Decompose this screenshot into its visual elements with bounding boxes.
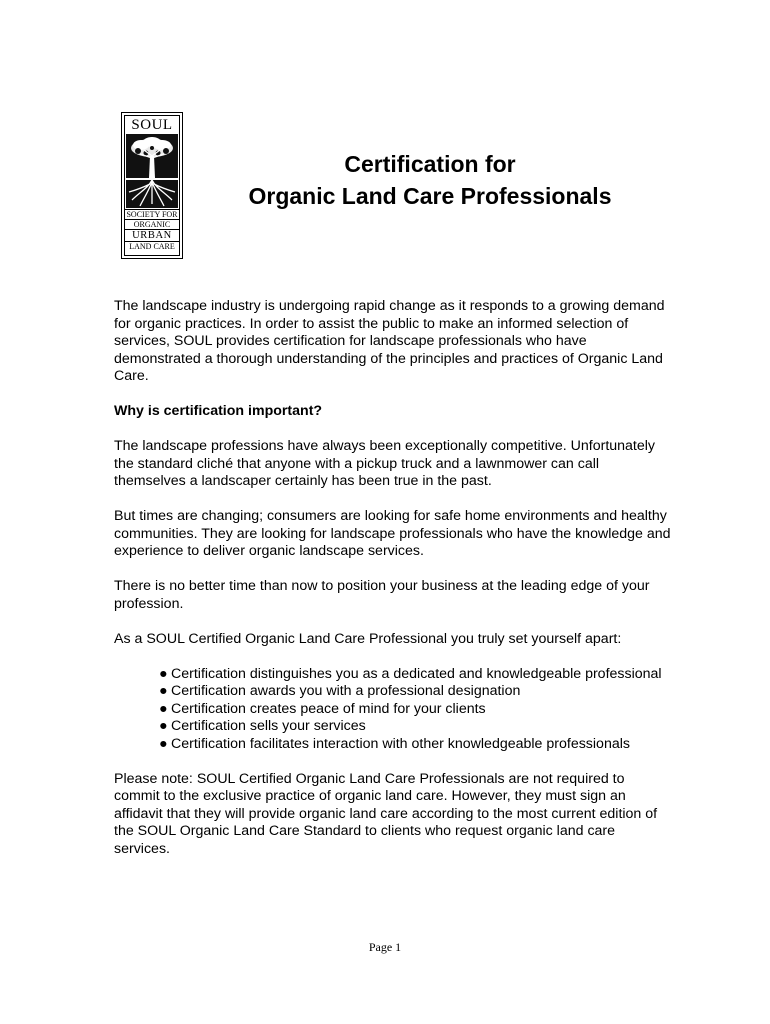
title-line-1: Certification for <box>344 151 516 177</box>
bullet-icon: ● <box>159 718 168 734</box>
list-item <box>159 718 674 736</box>
logo-line-urban: URBAN <box>125 229 179 241</box>
bullet-icon: ● <box>159 735 168 752</box>
section-heading: Why is certification important? <box>114 403 323 419</box>
bullet-icon: ● <box>159 683 168 699</box>
list-item <box>159 701 674 719</box>
paragraph: As a SOUL Certified Organic Land Care Professional you truly set yourself apart: <box>114 630 622 647</box>
list-item-text: Certification creates peace of mind for your clients <box>171 700 486 717</box>
benefits-list <box>114 666 674 754</box>
bullet-icon: ● <box>159 700 168 717</box>
paragraph: There is no better time than now to position your business at the leading edge of your profession. <box>114 578 650 612</box>
soul-logo <box>121 112 183 259</box>
list-item <box>159 736 674 754</box>
paragraph: The landscape professions have always been exceptionally competitive. Unfortunately the standard cliché that anyone with a pickup truck and a lawnmower can call themselves a landscaper certainly has been true in the past. <box>114 438 656 489</box>
note-paragraph: Please note: SOUL Certified Organic Land Care Professionals are not required to commit to the exclusive practice of organic land care. However, they must sign an affidavit that they will provide organic land care according to the most current edition of the SOUL Organic Land Care Standard to clients who request organic land care services. <box>114 770 658 857</box>
document-body <box>114 298 674 876</box>
logo-frame <box>124 115 180 256</box>
logo-tagline <box>125 209 179 251</box>
list-item-text: Certification sells your services <box>171 718 366 734</box>
tree-icon <box>126 134 178 208</box>
list-item-text: Certification facilitates interaction with other knowledgeable professionals <box>171 735 630 752</box>
list-item-text: Certification distinguishes you as a dedicated and knowledgeable professional <box>171 665 662 682</box>
paragraph: But times are changing; consumers are looking for safe home environments and healthy communities. They are looking for landscape professionals who have the knowledge and experience to deliver organic landscape services. <box>114 508 671 559</box>
list-item <box>159 666 674 684</box>
logo-line-land-care: LAND CARE <box>125 241 179 251</box>
list-item-text: Certification awards you with a professional designation <box>171 683 521 699</box>
document-title <box>200 148 660 212</box>
logo-line-society: SOCIETY FOR <box>126 210 178 219</box>
logo-line-organic: ORGANIC <box>125 219 179 229</box>
intro-paragraph: The landscape industry is undergoing rapid change as it responds to a growing demand for organic practices. In order to assist the public to make an informed selection of services, SOUL provides certification for landscape professionals who have demonstrated a thorough understanding of the principles and practices of Organic Land Care. <box>114 298 665 384</box>
bullet-icon: ● <box>159 665 168 682</box>
page-number: Page 1 <box>368 940 402 954</box>
list-item <box>159 683 674 701</box>
logo-wordmark: SOUL <box>131 117 173 133</box>
title-line-2: Organic Land Care Professionals <box>248 183 612 209</box>
